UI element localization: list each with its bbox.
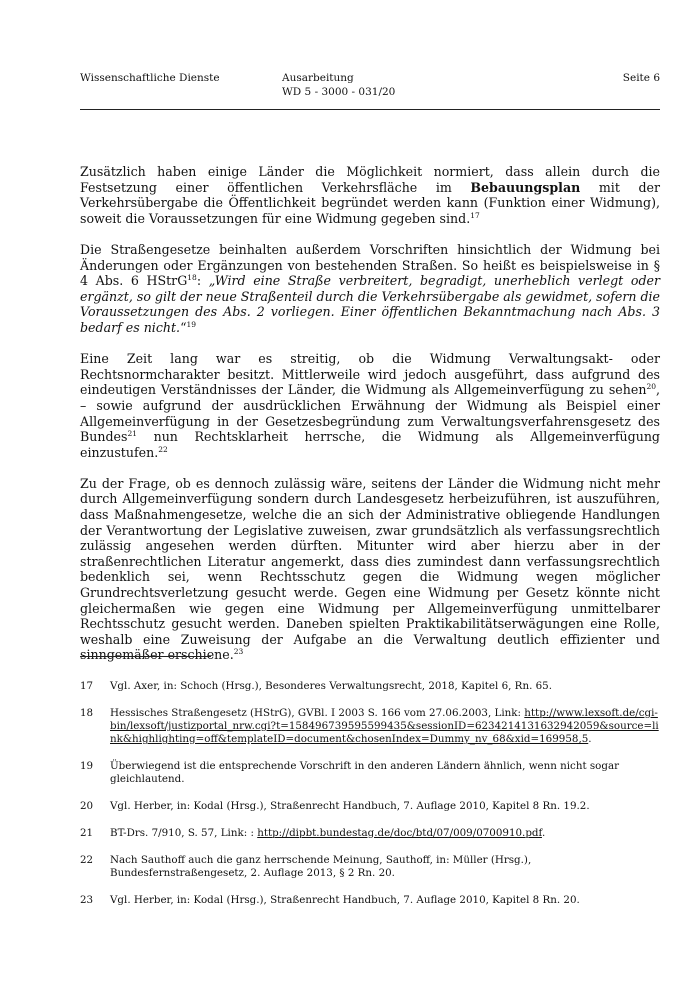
p3-text-c: nun Rechtsklarheit herrsche, die Widmung als Allgemeinverfügung einzustufen. bbox=[80, 429, 660, 460]
p2-quote-close: “ bbox=[180, 319, 187, 335]
footnote-body bbox=[110, 707, 660, 747]
footnote-19 bbox=[80, 760, 660, 786]
bundestag-link[interactable]: http://dipbt.bundestag.de/doc/btd/07/009/0700910.pdf bbox=[257, 826, 542, 839]
footnote-ref-17[interactable]: 17 bbox=[470, 210, 480, 220]
footnote-separator bbox=[80, 656, 211, 657]
p4-text: Zu der Frage, ob es dennoch zulässig wäre, seitens der Länder die Widmung nicht mehr durch Allgemeinverfügung sondern durch Landesgesetz herbeizuführen, ist auszuführen, dass Maßnahmengesetze, welche die an sich der Administrative obliegende Handlungen der Verantwortung der Legislative zuweisen, zwar grundsätzlich als verfassungsrechtlich zulässig angesehen werden dürften. Mitunter wird aber hierzu aber in der straßenrechtlichen Literatur angemerkt, dass dies zumindest dann verfassungsrechtlich bedenklich sei, wenn Rechtsschutz gegen die Widmung wegen möglicher Grundrechtsverletzung gesucht werde. Gegen eine Widmung per Gesetz könnte nicht gleichermaßen wie gegen eine Widmung per Allgemeinverfügung unmittelbarer Rechtsschutz gesucht werden. Daneben spielten Praktikabilitätserwägungen eine Rolle, weshalb eine Zuweisung der Aufgabe an die Verwaltung deutlich effizienter und sinngemäßer erschiene. bbox=[80, 475, 660, 663]
header-divider bbox=[80, 109, 660, 110]
footnote-number: 23 bbox=[80, 893, 94, 906]
footnote-text: Nach Sauthoff auch die ganz herrschende Meinung, Sauthoff, in: Müller (Hrsg.), Bundesfernstraßengesetz, 2. Auflage 2013, § 2 Rn. 20. bbox=[110, 853, 532, 879]
footnote-ref-18[interactable]: 18 bbox=[187, 273, 197, 283]
footnote-text-end: . bbox=[588, 733, 592, 746]
header-document-info bbox=[282, 71, 395, 99]
footnote-text: Hessisches Straßengesetz (HStrG), GVBl. I 2003 S. 166 vom 27.06.2003, Link: bbox=[110, 706, 525, 719]
footnote-number: 20 bbox=[80, 800, 94, 812]
lexsoft-link[interactable]: http://www.lexsoft.de/cgi-bin/lexsoft/justizportal_nrw.cgi?t=158496739595599435&sessionID=6234214131632942059&source=link&highlighting=off&templateID=document&chosenIndex=Dummy_nv_68&xid=169958,5 bbox=[110, 706, 659, 746]
footnote-number: 22 bbox=[80, 853, 94, 866]
footnote-ref-23[interactable]: 23 bbox=[233, 647, 244, 657]
header-page-number: Seite 6 bbox=[622, 72, 660, 84]
footnote-23 bbox=[80, 894, 660, 907]
footnote-20 bbox=[80, 800, 660, 813]
p1-text-a: Zusätzlich haben einige Länder die Möglichkeit normiert, dass allein durch die Festsetzung einer öffentlichen Verkehrsfläche im bbox=[80, 164, 660, 195]
footnote-ref-22[interactable]: 22 bbox=[158, 444, 168, 454]
footnote-text: Vgl. Axer, in: Schoch (Hrsg.), Besonderes Verwaltungsrecht, 2018, Kapitel 6, Rn. 65. bbox=[110, 680, 552, 692]
p2-quote: „Wird eine Straße verbreitert, begradigt, unerheblich verlegt oder ergänzt, so gilt der neue Straßenteil durch die Verkehrsübergabe als gewidmet, sofern die Voraussetzungen des Abs. 2 vorliegen. Einer öffentlichen Bekanntmachung nach Abs. 3 bedarf es nicht. bbox=[80, 273, 660, 335]
p1-bold-term: Bebauungsplan bbox=[470, 179, 581, 195]
p2-text-a: Die Straßengesetze beinhalten außerdem Vorschriften hinsichtlich der Widmung bei Änderungen oder Ergänzungen von bestehenden Straßen. So heißt es beispielsweise in § 4 Abs. 6 HStrG bbox=[80, 241, 660, 289]
footnote-ref-20[interactable]: 20 bbox=[646, 382, 656, 392]
footnote-ref-21[interactable]: 21 bbox=[127, 429, 138, 439]
p1-text-b: mit der Verkehrsübergabe die Öffentlichkeit begründet werden kann (Funktion einer Widmung), soweit die Voraussetzungen für eine Widmung gegeben sind. bbox=[80, 179, 660, 226]
paragraph-3 bbox=[80, 351, 660, 460]
footnote-ref-19[interactable]: 19 bbox=[186, 319, 197, 329]
footnote-number: 18 bbox=[80, 706, 94, 719]
footnote-18 bbox=[80, 707, 660, 747]
footnote-21 bbox=[80, 827, 660, 840]
paragraph-1 bbox=[80, 164, 660, 226]
footnote-text: Vgl. Herber, in: Kodal (Hrsg.), Straßenrecht Handbuch, 7. Auflage 2010, Kapitel 8 Rn. 19.2. bbox=[110, 800, 590, 812]
body-text bbox=[80, 164, 660, 679]
footnote-text: Vgl. Herber, in: Kodal (Hrsg.), Straßenrecht Handbuch, 7. Auflage 2010, Kapitel 8 Rn. 20. bbox=[110, 893, 580, 906]
footnote-17 bbox=[80, 680, 660, 693]
header-doc-type: Ausarbeitung bbox=[282, 72, 354, 84]
header-organization: Wissenschaftliche Dienste bbox=[80, 72, 220, 84]
p2-text-b: : bbox=[196, 273, 209, 289]
footnote-text: BT-Drs. 7/910, S. 57, Link: : bbox=[110, 826, 258, 839]
footnote-text-end: . bbox=[541, 826, 546, 839]
paragraph-2 bbox=[80, 242, 660, 336]
footnotes bbox=[80, 680, 660, 920]
footnote-number: 17 bbox=[80, 680, 94, 692]
footnote-number: 21 bbox=[80, 826, 94, 839]
p3-text-a: Eine Zeit lang war es streitig, ob die Widmung Verwaltungsakt- oder Rechtsnormcharakter besitzt. Mittlerweile wird jedoch ausgeführt, dass aufgrund des eindeutigen Verständnisses der Länder, die Widmung als Allgemeinverfügung zu sehen bbox=[80, 351, 660, 398]
footnote-text: Überwiegend ist die entsprechende Vorschrift in den anderen Ländern ähnlich, wenn nicht sogar gleichlautend. bbox=[110, 760, 620, 786]
header-doc-ref: WD 5 - 3000 - 031/20 bbox=[282, 86, 396, 98]
footnote-body bbox=[110, 827, 660, 840]
p3-text-b: , – sowie aufgrund der ausdrücklichen Erwähnung der Widmung als Beispiel einer Allgemeinverfügung in der Gesetzesbegründung zum Verwaltungsverfahrensgesetz des Bundes bbox=[80, 382, 660, 445]
footnote-number: 19 bbox=[80, 760, 94, 772]
paragraph-4 bbox=[80, 476, 660, 663]
footnote-22 bbox=[80, 854, 660, 880]
